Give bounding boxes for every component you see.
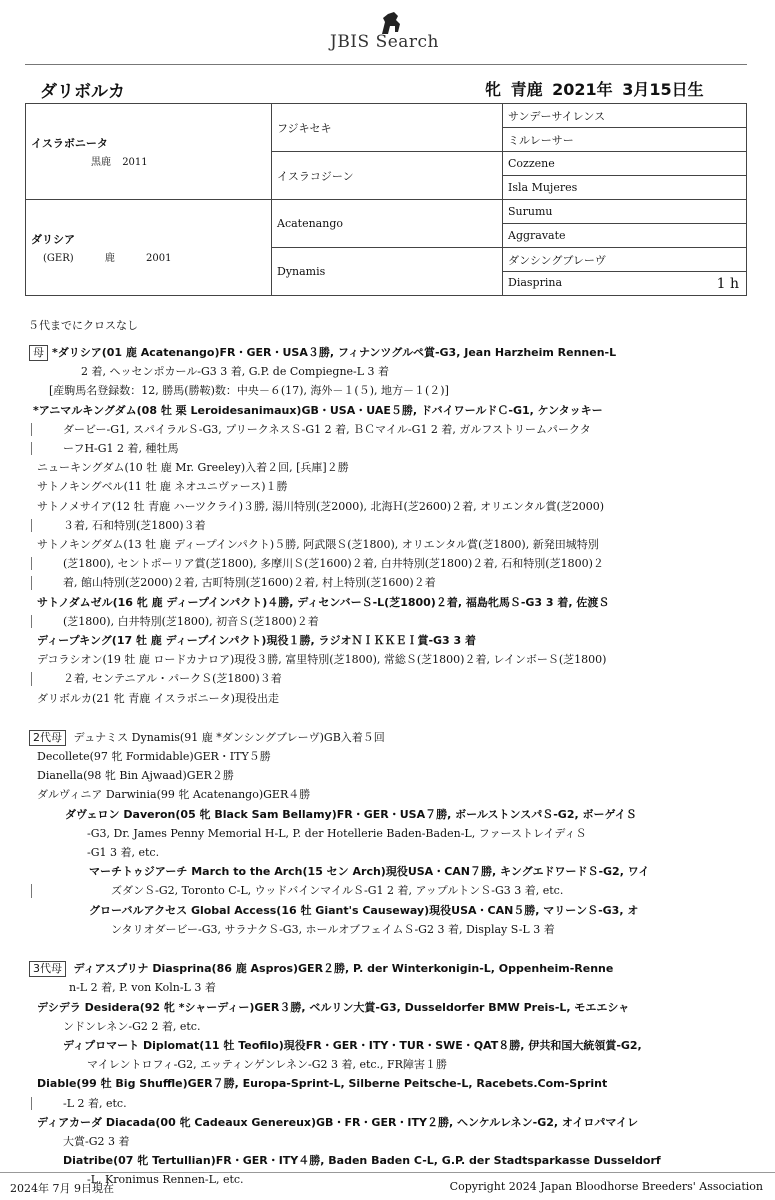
family-line: 2代母 デュナミス Dynamis(91 鹿 *ダンシングブレーヴ)GB入着５回 [25, 728, 747, 747]
gen3-name-1[interactable]: サンデーサイレンス [508, 109, 606, 123]
family-line: 着, 館山特別(芝2000)２着, 古町特別(芝1600)２着, 村上特別(芝1600)２着 [25, 573, 747, 592]
family-line[interactable]: Diable(99 牡 Big Shuffle)GER７勝, Europa-Sprint-L, Silberne Peitsche-L, Racebets.Com-Sprint [37, 1077, 608, 1091]
family-line: ２着, センテニアル・パークＳ(芝1800)３着 [25, 669, 747, 688]
section-tag: 母 [29, 345, 48, 361]
family-line: サトノキングダム(13 牡 鹿 ディープインパクト)５勝, 阿武隈Ｓ(芝1800), オリエンタル賞(芝1800), 新発田城特別 [37, 538, 599, 552]
gen3-name-6[interactable]: Aggravate [508, 229, 566, 242]
family-line: -L 2 着, etc. [25, 1094, 747, 1113]
sire-sire-name[interactable]: フジキセキ [277, 121, 332, 135]
sire-sire-cell [272, 104, 503, 152]
gen3-cell-2 [503, 128, 747, 152]
dam-sire-cell [272, 200, 503, 248]
family-line[interactable]: サトノダムゼル(16 牝 鹿 ディープインパクト)４勝, ディセンバーＳ-L(芝1800)２着, 福島牝馬Ｓ-G3 3 着, 佐渡Ｓ [37, 595, 610, 609]
family-line[interactable]: Diatribe(07 牝 Tertullian)FR・GER・ITY４勝, Baden Baden C-L, G.P. der Stadtsparkasse Dusseldorf [63, 1154, 661, 1168]
family-content [25, 343, 747, 1190]
gen3-cell-6 [503, 224, 747, 248]
logo-text: JBIS Search [330, 32, 440, 52]
gen3-cell-5 [503, 200, 747, 224]
family-line: Dianella(98 牝 Bin Ajwaad)GER２勝 [37, 769, 234, 783]
jbis-logo[interactable] [330, 8, 460, 54]
family-line: -L, Kronimus Rennen-L, etc. [87, 1173, 244, 1187]
dam-year: 2001 [146, 253, 172, 264]
copyright: Copyright 2024 Japan Bloodhorse Breeders' Association [449, 1180, 763, 1193]
family-line: Decollete(97 牝 Formidable)GER・ITY５勝 [37, 750, 271, 764]
footer-divider [0, 1172, 775, 1173]
family-line: 母 *ダリシア(01 鹿 Acatenango)FR・GER・USA３勝, フィナンツグルペ賞-G3, Jean Harzheim Rennen-L [25, 343, 747, 362]
gen2-section [25, 728, 747, 939]
family-line[interactable]: グローバルアクセス Global Access(16 牡 Giant's Causeway)現役USA・CAN５勝, マリーンＳ-G3, オ [89, 903, 639, 917]
dam-country: (GER) [43, 253, 74, 264]
family-line: マイレントロフィ-G2, エッティンゲンレネン-G2 3 着, etc., FR障害１勝 [87, 1058, 447, 1072]
dam-sire-name[interactable]: Acatenango [277, 217, 343, 230]
gen3-name-8[interactable]: Diasprina [508, 275, 563, 289]
sire-dam-name[interactable]: イスラコジーン [277, 169, 354, 183]
family-line: ダルヴィニア Darwinia(99 牝 Acatenango)GER４勝 [37, 788, 311, 802]
dam-dam-name[interactable]: Dynamis [277, 265, 326, 278]
horse-info: 牝 青鹿 2021年 3月15日生 [485, 80, 704, 99]
dam-cell [26, 200, 272, 296]
family-line: サトノキングベル(11 牡 鹿 ネオユニヴァース)１勝 [37, 480, 288, 494]
dam-section [25, 343, 747, 708]
family-line: (芝1800), 白井特別(芝1800), 初音Ｓ(芝1800)２着 [25, 612, 747, 631]
gen3-cell-8 [503, 272, 747, 296]
family-line: -G1 3 着, etc. [87, 846, 160, 860]
horse-name: ダリボルカ [40, 82, 125, 102]
family-line: [産駒馬名登録数：12, 勝馬(勝鞍)数：中央－６(17), 海外－１(５), 地方－１(２)] [49, 384, 449, 398]
header-divider [25, 64, 747, 65]
family-line: ンドンレネン-G2 2 着, etc. [63, 1019, 201, 1033]
gen3-section [25, 959, 747, 1189]
family-line[interactable]: ディプロマート Diplomat(11 牡 Teofilo)現役FR・GER・ITY・TUR・SWE・QAT８勝, 伊共和国大統領賞-G2, [63, 1038, 642, 1052]
family-line: (芝1800), セントポーリア賞(芝1800), 多摩川Ｓ(芝1600)２着, 白井特別(芝1800)２着, 石和特別(芝1800)２ [25, 554, 747, 573]
family-line[interactable]: *アニマルキングダム(08 牡 栗 Leroidesanimaux)GB・USA・UAE５勝, ドバイワールドＣ-G1, ケンタッキー [33, 403, 603, 417]
family-line: ーフH-G1 2 着, 種牡馬 [25, 439, 747, 458]
sire-dam-cell [272, 152, 503, 200]
family-line: ズダンＳ-G2, Toronto C-L, ウッドバインマイルＳ-G1 2 着, アップルトンＳ-G3 3 着, etc. [25, 881, 747, 900]
gen3-name-7[interactable]: ダンシングブレーヴ [508, 253, 606, 267]
family-line: ダリボルカ(21 牝 青鹿 イスラボニータ)現役出走 [37, 691, 279, 705]
gen3-name-5[interactable]: Surumu [508, 205, 553, 218]
pedigree-table [25, 103, 747, 296]
family-line: サトノメサイア(12 牡 青鹿 ハーツクライ)３勝, 湯川特別(芝2000), 北海Ｈ(芝2600)２着, オリエンタル賞(芝2000) [37, 499, 605, 513]
family-line[interactable]: ディアカーダ Diacada(00 牝 Cadeaux Genereux)GB・FR・GER・ITY２勝, ヘンケルレネン-G2, オイロパマイレ [37, 1115, 639, 1129]
family-line[interactable]: ディープキング(17 牡 鹿 ディープインパクト)現役１勝, ラジオＮＩＫＫＥＩ賞-G3 3 着 [37, 634, 477, 648]
family-line: 大賞-G2 3 着 [63, 1134, 130, 1148]
sire-name[interactable]: イスラボニータ [31, 137, 108, 150]
gen3-cell-7 [503, 248, 747, 272]
inbreed-mark: 1 h [716, 275, 739, 292]
sire-cell [26, 104, 272, 200]
gen3-cell-4 [503, 176, 747, 200]
as-of-date: 2024年 7月 9日現在 [10, 1182, 114, 1195]
gen3-name-4[interactable]: Isla Mujeres [508, 181, 578, 194]
section-tag: 2代母 [29, 730, 66, 746]
gen3-cell-1 [503, 104, 747, 128]
family-line: ンタリオダービー-G3, サラナクＳ-G3, ホールオブフェイムＳ-G2 3 着, Display S-L 3 着 [111, 922, 555, 936]
family-line: n-L 2 着, P. von Koln-L 3 着 [69, 981, 216, 995]
dam-color: 鹿 [104, 253, 115, 264]
family-line: ニューキングダム(10 牡 鹿 Mr. Greeley)入着２回, [兵庫]２勝 [37, 461, 349, 475]
section-tag: 3代母 [29, 961, 66, 977]
family-line[interactable]: ダヴェロン Daveron(05 牝 Black Sam Bellamy)FR・GER・USA７勝, ボールストンスパＳ-G2, ボーゲイＳ [65, 807, 637, 821]
dam-name[interactable]: ダリシア [31, 233, 75, 246]
gen3-name-3[interactable]: Cozzene [508, 157, 555, 170]
cross-note: ５代までにクロスなし [28, 319, 138, 332]
family-line[interactable]: デシデラ Desidera(92 牝 *シャーディー)GER３勝, ベルリン大賞-G3, Dusseldorfer BMW Preis-L, モエエシャ [37, 1000, 630, 1014]
family-line[interactable]: マーチトゥジアーチ March to the Arch(15 セン Arch)現役USA・CAN７勝, キングエドワードＳ-G2, ワイ [89, 865, 650, 879]
family-line: 2 着, ヘッセンポカール-G3 3 着, G.P. de Compiegne-L 3 着 [81, 365, 390, 379]
family-line: デコラシオン(19 牡 鹿 ロードカナロア)現役３勝, 富里特別(芝1800), 常総Ｓ(芝1800)２着, レインボーＳ(芝1800) [37, 653, 607, 667]
family-line: 3代母 ディアスプリナ Diasprina(86 鹿 Aspros)GER２勝, P. der Winterkonigin-L, Oppenheim-Renne [25, 959, 747, 978]
sire-year: 2011 [122, 157, 148, 168]
gen3-name-2[interactable]: ミルレーサー [508, 133, 574, 147]
gen3-cell-3 [503, 152, 747, 176]
dam-dam-cell [272, 248, 503, 296]
family-line: ダービー-G1, スパイラルＳ-G3, プリークネスＳ-G1 2 着, ＢＣマイル-G1 2 着, ガルフストリームパークタ [25, 420, 747, 439]
family-line: ３着, 石和特別(芝1800)３着 [25, 516, 747, 535]
sire-color: 黒鹿 [91, 157, 111, 168]
family-line: -G3, Dr. James Penny Memorial H-L, P. der Hotellerie Baden-Baden-L, ファーストレイディＳ [87, 826, 587, 840]
